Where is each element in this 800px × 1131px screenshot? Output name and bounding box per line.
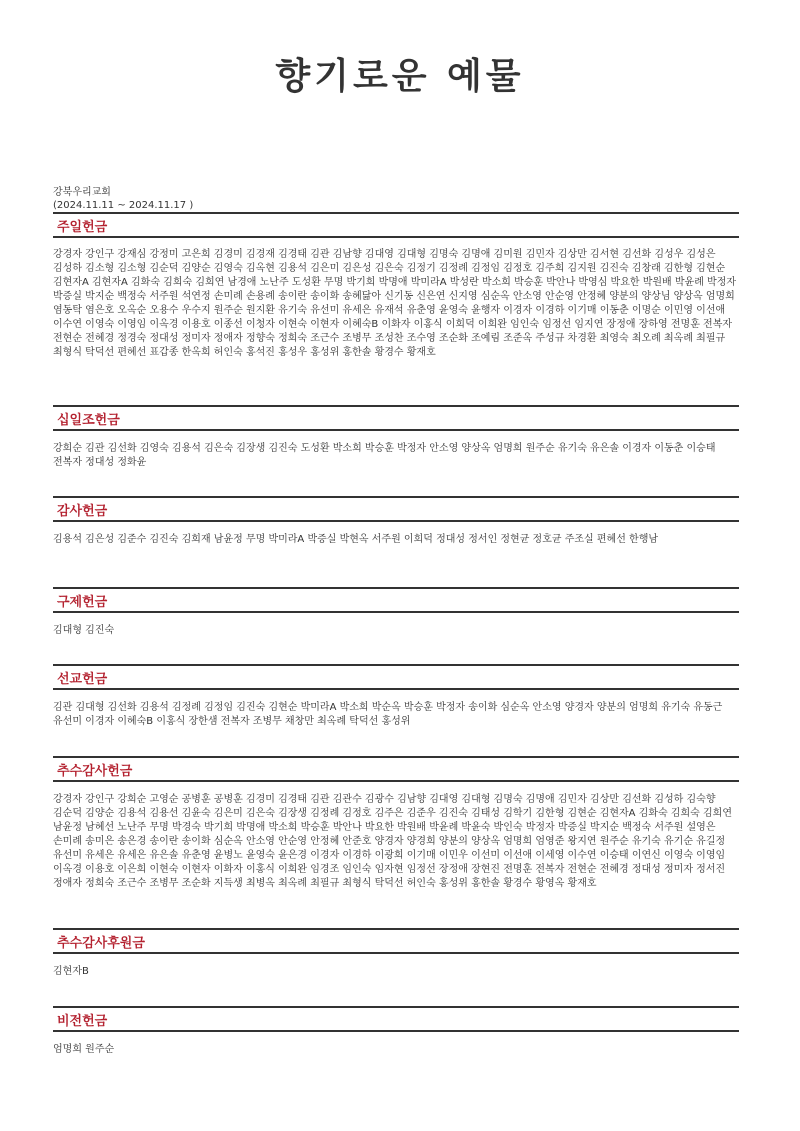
name-list: 김용석 김은성 김준수 김진숙 김희재 남윤정 무명 박미라A 박증실 박현옥 서주원 이희덕 정대성 정서인 정현균 정호균 주조실 편혜선 한행남: [53, 534, 659, 545]
section-harvest-support: [53, 928, 739, 979]
section-heading: 선교헌금: [57, 672, 108, 687]
name-list: 강희순 김관 김선화 김영숙 김용석 김은숙 김장생 김진숙 도성환 박소희 박승훈 박정자 안소영 양상옥 엄명희 원주순 유기숙 유은솔 이경자 이동춘 이승태 전복자 정대성 정화윤: [53, 443, 716, 468]
name-list: 강경자 강인구 강재심 강정미 고은희 김경미 김경재 김경태 김관 김남향 김대영 김대형 김명숙 김명애 김미원 김민자 김상만 김서현 김선화 김성우 김성은 김성하 김소형 김소형 김순덕 김양순 김영숙 김옥현 김용석 김은미 김은성 김은숙 김정기 김정례 김정임 김정호 김주희 김지원 김진숙 김창래 김한형 김현순 김현자A 김현자A 김화숙 김희숙 김희연 남경애 노난주 도성환 무명 박기희 박명애 박미라A 박성란 박소희 박승훈 박안나 박영심 박요한 박원배 박윤례 박정자 박증실 박지순 백정숙 서주원 석연정 손미례 손용례 송이란 송이화 송혜닮아 신기동 신은연 신지영 심순옥 안소영 안순영 안정혜 양분의 양상님 양상옥 엄명희 염동탁 염은호 오옥순 오용수 우수지 원주순 원지환 유기숙 유선미 유세은 유재석 유춘영 윤영숙 윤행자 이경자 이경하 이기매 이동춘 이명순 이민영 이선애 이수연 이영숙 이영임 이옥경 이용호 이종선 이청자 이현숙 이현자 이혜숙B 이화자 이홍식 이희덕 이희완 임인숙 임정선 임지연 장정애 장하영 전명훈 전복자 전현순 전혜경 정경숙 정대성 정미자 정애자 정향숙 정희숙 조근수 조병무 조성찬 조수영 조순화 조예림 조준옥 주성규 차경환 최영숙 최오례 최옥례 최필규 최형식 탁덕선 편혜선 표갑종 한옥희 허인숙 홍석진 홍성우 홍성위 홍한솔 황경수 황재호: [53, 249, 737, 358]
section-thanksgiving: [53, 496, 739, 547]
section-heading: 비전헌금: [57, 1014, 108, 1029]
section-harvest-thanksgiving: [53, 756, 739, 891]
section-missions: [53, 664, 739, 729]
church-info: [53, 186, 193, 212]
section-heading: 추수감사후원금: [57, 936, 145, 951]
section-sunday-offering: [53, 212, 739, 360]
section-heading: 추수감사헌금: [57, 764, 133, 779]
section-tithe: [53, 405, 739, 470]
name-list: 강경자 강인구 강희순 고영순 공병훈 공병훈 김경미 김경태 김관 김관수 김광수 김남향 김대영 김대형 김명숙 김명애 김민자 김상만 김선화 김성하 김숙향 김순덕 김양순 김용석 김용선 김윤숙 김은미 김은숙 김장생 김정례 김정호 김주은 김준우 김진숙 김태성 김학기 김한형 김현순 김현자A 김화숙 김희숙 김희연 남윤정 남혜선 노난주 무명 박경숙 박기희 박명애 박소희 박승훈 박안나 박요한 박원배 박윤례 박윤숙 박인숙 박정자 박증실 박지순 백정숙 서주원 설영은 손미례 송미은 송은경 송이란 송이화 심순옥 안소영 안순영 안정혜 안준호 양경자 양경희 양분의 양상옥 엄명희 엄영준 왕지연 원주순 유기숙 유기순 유길정 유선미 유세은 유세은 유은솔 유춘영 윤병노 윤영숙 윤은경 이경자 이경하 이광희 이기매 이민우 이선미 이선애 이세영 이수연 이승태 이연신 이영숙 이영임 이옥경 이용호 이은희 이현숙 이현자 이화자 이홍식 이희완 임경조 임인숙 임자현 임정선 장정애 장현진 전명훈 전복자 전현순 전혜경 정대성 정미자 정서진 정애자 정희숙 조근수 조병무 조순화 지득생 최병옥 최옥례 최필규 최형식 탁덕선 허인숙 홍성위 홍한솔 황경수 황영옥 황재호: [53, 794, 732, 889]
section-heading: 구제헌금: [57, 595, 108, 610]
name-list: 김현자B: [53, 966, 89, 977]
page-title: 향기로운 예물: [275, 56, 525, 97]
section-heading: 감사헌금: [57, 504, 108, 519]
period: (2024.11.11 ~ 2024.11.17 ): [53, 200, 194, 211]
section-relief: [53, 587, 739, 638]
section-vision: [53, 1006, 739, 1057]
section-heading: 십일조헌금: [57, 413, 120, 428]
name-list: 김관 김대형 김선화 김용석 김정례 김정임 김진숙 김현순 박미라A 박소희 박순옥 박승훈 박정자 송이화 심순옥 안소영 양경자 양분의 엄명희 유기숙 유동근 유선미 이경자 이혜숙B 이홍식 장한샘 전복자 조병무 채창만 최옥례 탁덕선 홍성위: [53, 702, 723, 727]
name-list: 엄명희 원주순: [53, 1044, 115, 1055]
name-list: 김대형 김진숙: [53, 625, 115, 636]
section-heading: 주일헌금: [57, 220, 108, 235]
church-name: 강북우리교회: [53, 187, 111, 198]
